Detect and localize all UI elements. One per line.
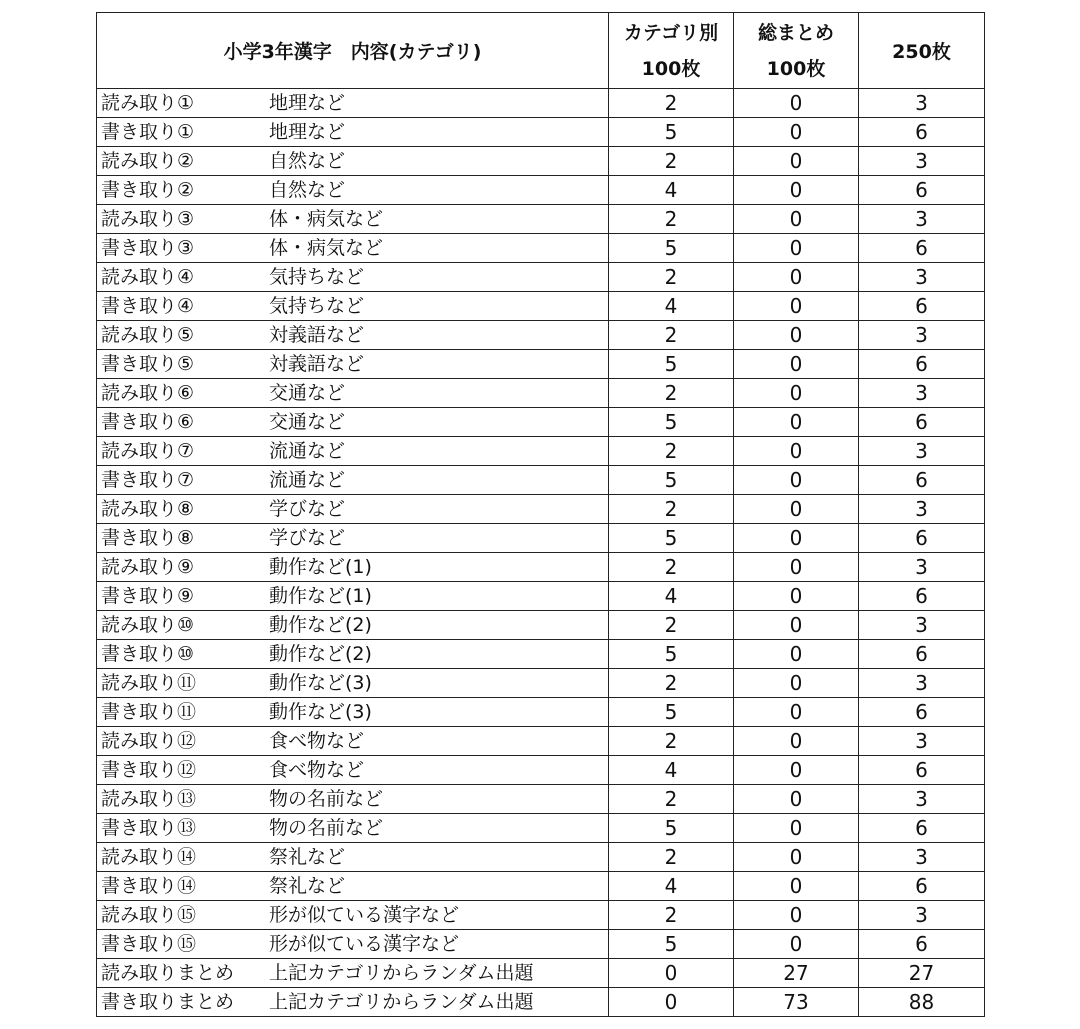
total-count: 3: [859, 669, 985, 698]
table-row: [97, 959, 985, 988]
table-row: [97, 988, 985, 1017]
total-count: 6: [859, 524, 985, 553]
row-label: [97, 611, 609, 640]
summary-count: 0: [734, 89, 859, 118]
header-category-label: カテゴリ別: [623, 21, 719, 44]
table-row: [97, 147, 985, 176]
row-label: [97, 466, 609, 495]
total-count: 6: [859, 234, 985, 263]
row-type: 読み取り②: [101, 149, 195, 172]
category-count: 5: [609, 698, 734, 727]
kanji-category-table: [96, 12, 985, 1017]
summary-count: 0: [734, 408, 859, 437]
category-count: 2: [609, 263, 734, 292]
summary-count: 0: [734, 669, 859, 698]
row-type: 書き取り④: [101, 294, 195, 317]
header-summary-sheets: 100枚: [766, 57, 826, 80]
row-type: 書き取り⑭: [101, 874, 197, 897]
row-label: [97, 234, 609, 263]
row-type: 読み取り⑫: [101, 729, 197, 752]
table-row: [97, 901, 985, 930]
table-row: [97, 176, 985, 205]
table-row: [97, 234, 985, 263]
table-row: [97, 118, 985, 147]
table-row: [97, 930, 985, 959]
total-count: 3: [859, 263, 985, 292]
row-type: 読み取り⑬: [101, 787, 197, 810]
row-label: [97, 727, 609, 756]
row-topic: 気持ちなど: [269, 294, 365, 317]
category-count: 0: [609, 988, 734, 1017]
total-count: 6: [859, 698, 985, 727]
total-count: 3: [859, 89, 985, 118]
total-count: 6: [859, 350, 985, 379]
category-count: 5: [609, 814, 734, 843]
table-row: [97, 843, 985, 872]
total-count: 3: [859, 205, 985, 234]
row-topic: 自然など: [269, 149, 346, 172]
summary-count: 0: [734, 756, 859, 785]
header-summary-count: [734, 13, 859, 89]
row-type: 書き取りまとめ: [101, 990, 235, 1013]
category-count: 2: [609, 89, 734, 118]
summary-count: 27: [734, 959, 859, 988]
category-count: 4: [609, 872, 734, 901]
table-row: [97, 437, 985, 466]
total-count: 3: [859, 785, 985, 814]
row-type: 読み取り⑤: [101, 323, 195, 346]
row-type: 書き取り⑧: [101, 526, 195, 549]
total-count: 27: [859, 959, 985, 988]
total-count: 3: [859, 147, 985, 176]
row-topic: 動作など(3): [269, 700, 372, 723]
row-topic: 交通など: [269, 381, 346, 404]
row-type: 読み取り⑧: [101, 497, 195, 520]
summary-count: 0: [734, 176, 859, 205]
summary-count: 0: [734, 292, 859, 321]
row-type: 書き取り⑫: [101, 758, 197, 781]
row-label: [97, 843, 609, 872]
total-count: 3: [859, 379, 985, 408]
category-count: 5: [609, 466, 734, 495]
row-label: [97, 118, 609, 147]
summary-count: 0: [734, 582, 859, 611]
row-topic: 地理など: [269, 120, 346, 143]
row-label: [97, 147, 609, 176]
row-label: [97, 959, 609, 988]
category-count: 5: [609, 408, 734, 437]
table-row: [97, 756, 985, 785]
row-topic: 対義語など: [269, 352, 365, 375]
category-count: 5: [609, 118, 734, 147]
category-count: 2: [609, 901, 734, 930]
table-row: [97, 785, 985, 814]
row-topic: 体・病気など: [269, 207, 384, 230]
category-count: 0: [609, 959, 734, 988]
total-count: 3: [859, 437, 985, 466]
category-count: 5: [609, 930, 734, 959]
summary-count: 0: [734, 466, 859, 495]
total-count: 6: [859, 292, 985, 321]
row-label: [97, 930, 609, 959]
table-row: [97, 263, 985, 292]
row-label: [97, 988, 609, 1017]
summary-count: 0: [734, 814, 859, 843]
row-type: 書き取り③: [101, 236, 195, 259]
row-label: [97, 495, 609, 524]
row-topic: 体・病気など: [269, 236, 384, 259]
table-row: [97, 408, 985, 437]
row-label: [97, 437, 609, 466]
summary-count: 0: [734, 263, 859, 292]
row-type: 読み取り⑨: [101, 555, 195, 578]
row-label: [97, 872, 609, 901]
table-row: [97, 495, 985, 524]
total-count: 3: [859, 843, 985, 872]
table-row: [97, 611, 985, 640]
row-label: [97, 408, 609, 437]
row-topic: 祭礼など: [269, 874, 346, 897]
summary-count: 0: [734, 843, 859, 872]
total-count: 6: [859, 176, 985, 205]
category-count: 2: [609, 727, 734, 756]
row-type: 読み取り⑦: [101, 439, 195, 462]
row-topic: 学びなど: [269, 526, 346, 549]
row-type: 書き取り⑨: [101, 584, 195, 607]
summary-count: 73: [734, 988, 859, 1017]
row-topic: 食べ物など: [269, 729, 365, 752]
row-type: 書き取り⑬: [101, 816, 197, 839]
row-topic: 動作など(2): [269, 613, 372, 636]
summary-count: 0: [734, 205, 859, 234]
row-type: 書き取り⑪: [101, 700, 197, 723]
row-type: 書き取り①: [101, 120, 195, 143]
category-count: 2: [609, 669, 734, 698]
summary-count: 0: [734, 640, 859, 669]
summary-count: 0: [734, 437, 859, 466]
header-row: [97, 13, 985, 89]
row-topic: 交通など: [269, 410, 346, 433]
row-topic: 食べ物など: [269, 758, 365, 781]
row-label: [97, 321, 609, 350]
row-topic: 学びなど: [269, 497, 346, 520]
row-label: [97, 350, 609, 379]
category-count: 5: [609, 640, 734, 669]
category-count: 4: [609, 176, 734, 205]
category-count: 4: [609, 756, 734, 785]
row-label: [97, 582, 609, 611]
row-type: 読み取り⑩: [101, 613, 195, 636]
summary-count: 0: [734, 872, 859, 901]
table-row: [97, 466, 985, 495]
row-type: 読み取りまとめ: [101, 961, 235, 984]
summary-count: 0: [734, 379, 859, 408]
row-topic: 物の名前など: [269, 816, 384, 839]
category-count: 2: [609, 611, 734, 640]
row-topic: 動作など(2): [269, 642, 372, 665]
header-category-sheets: 100枚: [641, 57, 701, 80]
category-count: 2: [609, 553, 734, 582]
table-row: [97, 669, 985, 698]
table-row: [97, 727, 985, 756]
row-topic: 形が似ている漢字など: [269, 932, 460, 955]
total-count: 6: [859, 930, 985, 959]
row-topic: 形が似ている漢字など: [269, 903, 460, 926]
row-label: [97, 292, 609, 321]
row-type: 読み取り①: [101, 91, 195, 114]
category-count: 2: [609, 843, 734, 872]
row-topic: 上記カテゴリからランダム出題: [269, 961, 534, 984]
summary-count: 0: [734, 350, 859, 379]
summary-count: 0: [734, 234, 859, 263]
row-label: [97, 176, 609, 205]
category-count: 2: [609, 785, 734, 814]
table-row: [97, 89, 985, 118]
category-count: 2: [609, 495, 734, 524]
table-row: [97, 698, 985, 727]
row-type: 読み取り⑮: [101, 903, 197, 926]
summary-count: 0: [734, 785, 859, 814]
row-type: 書き取り⑦: [101, 468, 195, 491]
row-type: 書き取り⑤: [101, 352, 195, 375]
row-label: [97, 756, 609, 785]
category-count: 2: [609, 379, 734, 408]
header-title: 小学3年漢字 内容(カテゴリ): [97, 13, 609, 89]
row-type: 書き取り⑮: [101, 932, 197, 955]
total-count: 6: [859, 408, 985, 437]
table-row: [97, 205, 985, 234]
total-count: 3: [859, 495, 985, 524]
row-topic: 流通など: [269, 439, 346, 462]
category-count: 2: [609, 147, 734, 176]
category-count: 4: [609, 582, 734, 611]
summary-count: 0: [734, 147, 859, 176]
total-count: 3: [859, 727, 985, 756]
row-topic: 祭礼など: [269, 845, 346, 868]
row-label: [97, 553, 609, 582]
row-topic: 動作など(1): [269, 555, 372, 578]
header-total-count: 250枚: [859, 13, 985, 89]
table-row: [97, 321, 985, 350]
row-topic: 動作など(1): [269, 584, 372, 607]
row-type: 読み取り⑭: [101, 845, 197, 868]
summary-count: 0: [734, 321, 859, 350]
row-label: [97, 814, 609, 843]
row-label: [97, 89, 609, 118]
category-count: 2: [609, 437, 734, 466]
header-category-count: [609, 13, 734, 89]
table-row: [97, 640, 985, 669]
row-type: 読み取り④: [101, 265, 195, 288]
summary-count: 0: [734, 930, 859, 959]
total-count: 6: [859, 582, 985, 611]
row-topic: 地理など: [269, 91, 346, 114]
summary-count: 0: [734, 611, 859, 640]
category-count: 5: [609, 350, 734, 379]
row-type: 読み取り⑥: [101, 381, 195, 404]
total-count: 3: [859, 321, 985, 350]
total-count: 88: [859, 988, 985, 1017]
row-label: [97, 901, 609, 930]
row-label: [97, 379, 609, 408]
total-count: 3: [859, 553, 985, 582]
total-count: 6: [859, 872, 985, 901]
table-row: [97, 814, 985, 843]
summary-count: 0: [734, 524, 859, 553]
summary-count: 0: [734, 118, 859, 147]
total-count: 6: [859, 756, 985, 785]
category-count: 2: [609, 321, 734, 350]
table-row: [97, 582, 985, 611]
header-summary-label: 総まとめ: [757, 21, 834, 44]
row-type: 書き取り②: [101, 178, 195, 201]
category-count: 2: [609, 205, 734, 234]
row-label: [97, 263, 609, 292]
summary-count: 0: [734, 553, 859, 582]
row-label: [97, 205, 609, 234]
total-count: 6: [859, 466, 985, 495]
table-row: [97, 553, 985, 582]
total-count: 6: [859, 640, 985, 669]
summary-count: 0: [734, 495, 859, 524]
total-count: 3: [859, 901, 985, 930]
row-label: [97, 524, 609, 553]
category-count: 5: [609, 234, 734, 263]
row-label: [97, 669, 609, 698]
row-label: [97, 698, 609, 727]
row-label: [97, 640, 609, 669]
summary-count: 0: [734, 698, 859, 727]
table-row: [97, 379, 985, 408]
row-type: 読み取り⑪: [101, 671, 197, 694]
row-topic: 上記カテゴリからランダム出題: [269, 990, 534, 1013]
row-topic: 対義語など: [269, 323, 365, 346]
row-type: 書き取り⑩: [101, 642, 195, 665]
row-topic: 動作など(3): [269, 671, 372, 694]
table-row: [97, 350, 985, 379]
total-count: 6: [859, 814, 985, 843]
row-topic: 気持ちなど: [269, 265, 365, 288]
row-label: [97, 785, 609, 814]
summary-count: 0: [734, 901, 859, 930]
table-row: [97, 872, 985, 901]
total-count: 6: [859, 118, 985, 147]
total-count: 3: [859, 611, 985, 640]
table-row: [97, 524, 985, 553]
row-type: 読み取り③: [101, 207, 195, 230]
row-topic: 物の名前など: [269, 787, 384, 810]
row-topic: 流通など: [269, 468, 346, 491]
category-count: 5: [609, 524, 734, 553]
row-type: 書き取り⑥: [101, 410, 195, 433]
summary-count: 0: [734, 727, 859, 756]
row-topic: 自然など: [269, 178, 346, 201]
table-row: [97, 292, 985, 321]
category-count: 4: [609, 292, 734, 321]
